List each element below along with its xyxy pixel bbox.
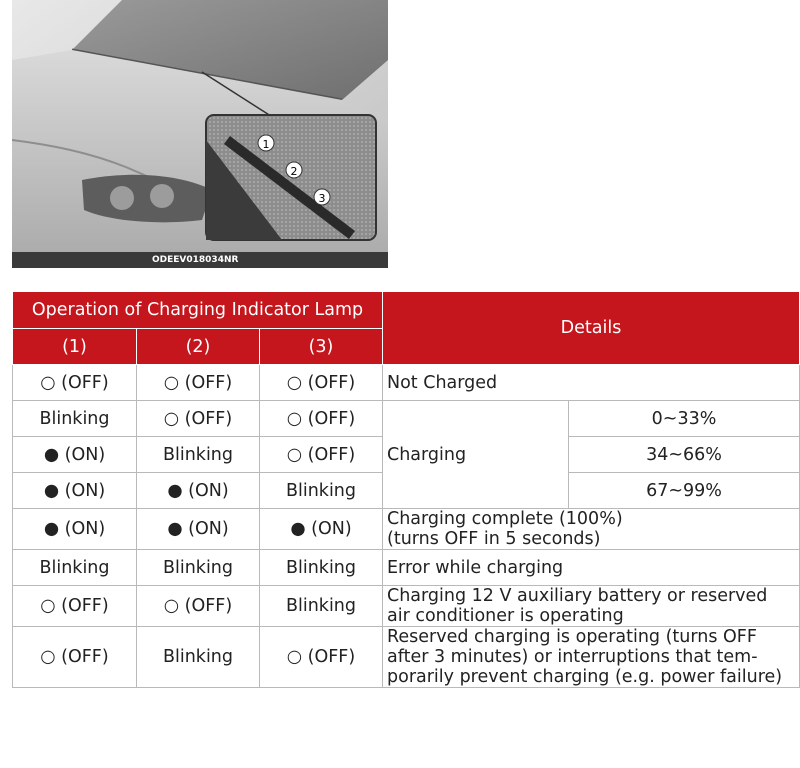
lamp-1-cell: ● (ON) <box>13 473 137 509</box>
details-line: Charging 12 V auxiliary battery or reserved <box>387 586 768 606</box>
table-header-row <box>13 292 800 329</box>
details-cell: Error while charging <box>383 550 800 586</box>
charge-range-cell: 34~66% <box>569 437 800 473</box>
group-header: Operation of Charging Indicator Lamp <box>13 292 383 329</box>
callout-1-label: 1 <box>262 138 270 151</box>
table-row <box>13 401 800 437</box>
vehicle-illustration <box>12 0 388 268</box>
figure-caption-bar <box>12 252 388 268</box>
details-cell <box>383 586 800 627</box>
lamp-1-cell: ● (ON) <box>13 509 137 550</box>
details-header: Details <box>383 292 800 365</box>
details-cell <box>383 627 800 688</box>
column-header-1: (1) <box>13 329 137 365</box>
lamp-1-cell: Blinking <box>13 401 137 437</box>
details-line: after 3 minutes) or interruptions that tem- <box>387 647 758 667</box>
lamp-1-cell: ○ (OFF) <box>13 586 137 627</box>
table-row <box>13 509 800 550</box>
lamp-3-cell: ● (ON) <box>260 509 383 550</box>
details-line: Charging complete (100%) <box>387 509 623 529</box>
details-line: Reserved charging is operating (turns OFF <box>387 627 757 647</box>
charging-indicator-table <box>12 291 800 688</box>
lamp-2-cell: Blinking <box>137 437 260 473</box>
lamp-2-cell: Blinking <box>137 627 260 688</box>
lamp-3-cell: Blinking <box>260 586 383 627</box>
car-hood-drawing <box>12 0 388 268</box>
lamp-3-cell: ○ (OFF) <box>260 401 383 437</box>
lamp-3-cell: ○ (OFF) <box>260 365 383 401</box>
lamp-2-cell: Blinking <box>137 550 260 586</box>
lamp-3-cell: Blinking <box>260 473 383 509</box>
details-line: (turns OFF in 5 seconds) <box>387 529 601 549</box>
figure-caption: ODEEV018034NR <box>152 255 239 265</box>
details-line: porarily prevent charging (e.g. power failure) <box>387 667 783 687</box>
column-header-3: (3) <box>260 329 383 365</box>
details-line: air conditioner is operating <box>387 606 624 626</box>
charge-range-cell: 67~99% <box>569 473 800 509</box>
details-cell: Not Charged <box>383 365 800 401</box>
lamp-2-cell: ○ (OFF) <box>137 401 260 437</box>
callout-3-label: 3 <box>318 192 326 205</box>
lamp-2-cell: ● (ON) <box>137 509 260 550</box>
lamp-3-cell: ○ (OFF) <box>260 437 383 473</box>
lamp-1-cell: ● (ON) <box>13 437 137 473</box>
lamp-2-cell: ○ (OFF) <box>137 586 260 627</box>
lamp-1-cell: ○ (OFF) <box>13 365 137 401</box>
table-row <box>13 627 800 688</box>
lamp-2-cell: ● (ON) <box>137 473 260 509</box>
table-row <box>13 586 800 627</box>
callout-2-label: 2 <box>290 165 298 178</box>
charging-details-cell: Charging <box>383 401 569 509</box>
charge-range-cell: 0~33% <box>569 401 800 437</box>
details-cell <box>383 509 800 550</box>
lamp-3-cell: ○ (OFF) <box>260 627 383 688</box>
table-row <box>13 365 800 401</box>
lamp-1-cell: Blinking <box>13 550 137 586</box>
lamp-3-cell: Blinking <box>260 550 383 586</box>
table-row <box>13 550 800 586</box>
column-header-2: (2) <box>137 329 260 365</box>
lamp-2-cell: ○ (OFF) <box>137 365 260 401</box>
lamp-1-cell: ○ (OFF) <box>13 627 137 688</box>
